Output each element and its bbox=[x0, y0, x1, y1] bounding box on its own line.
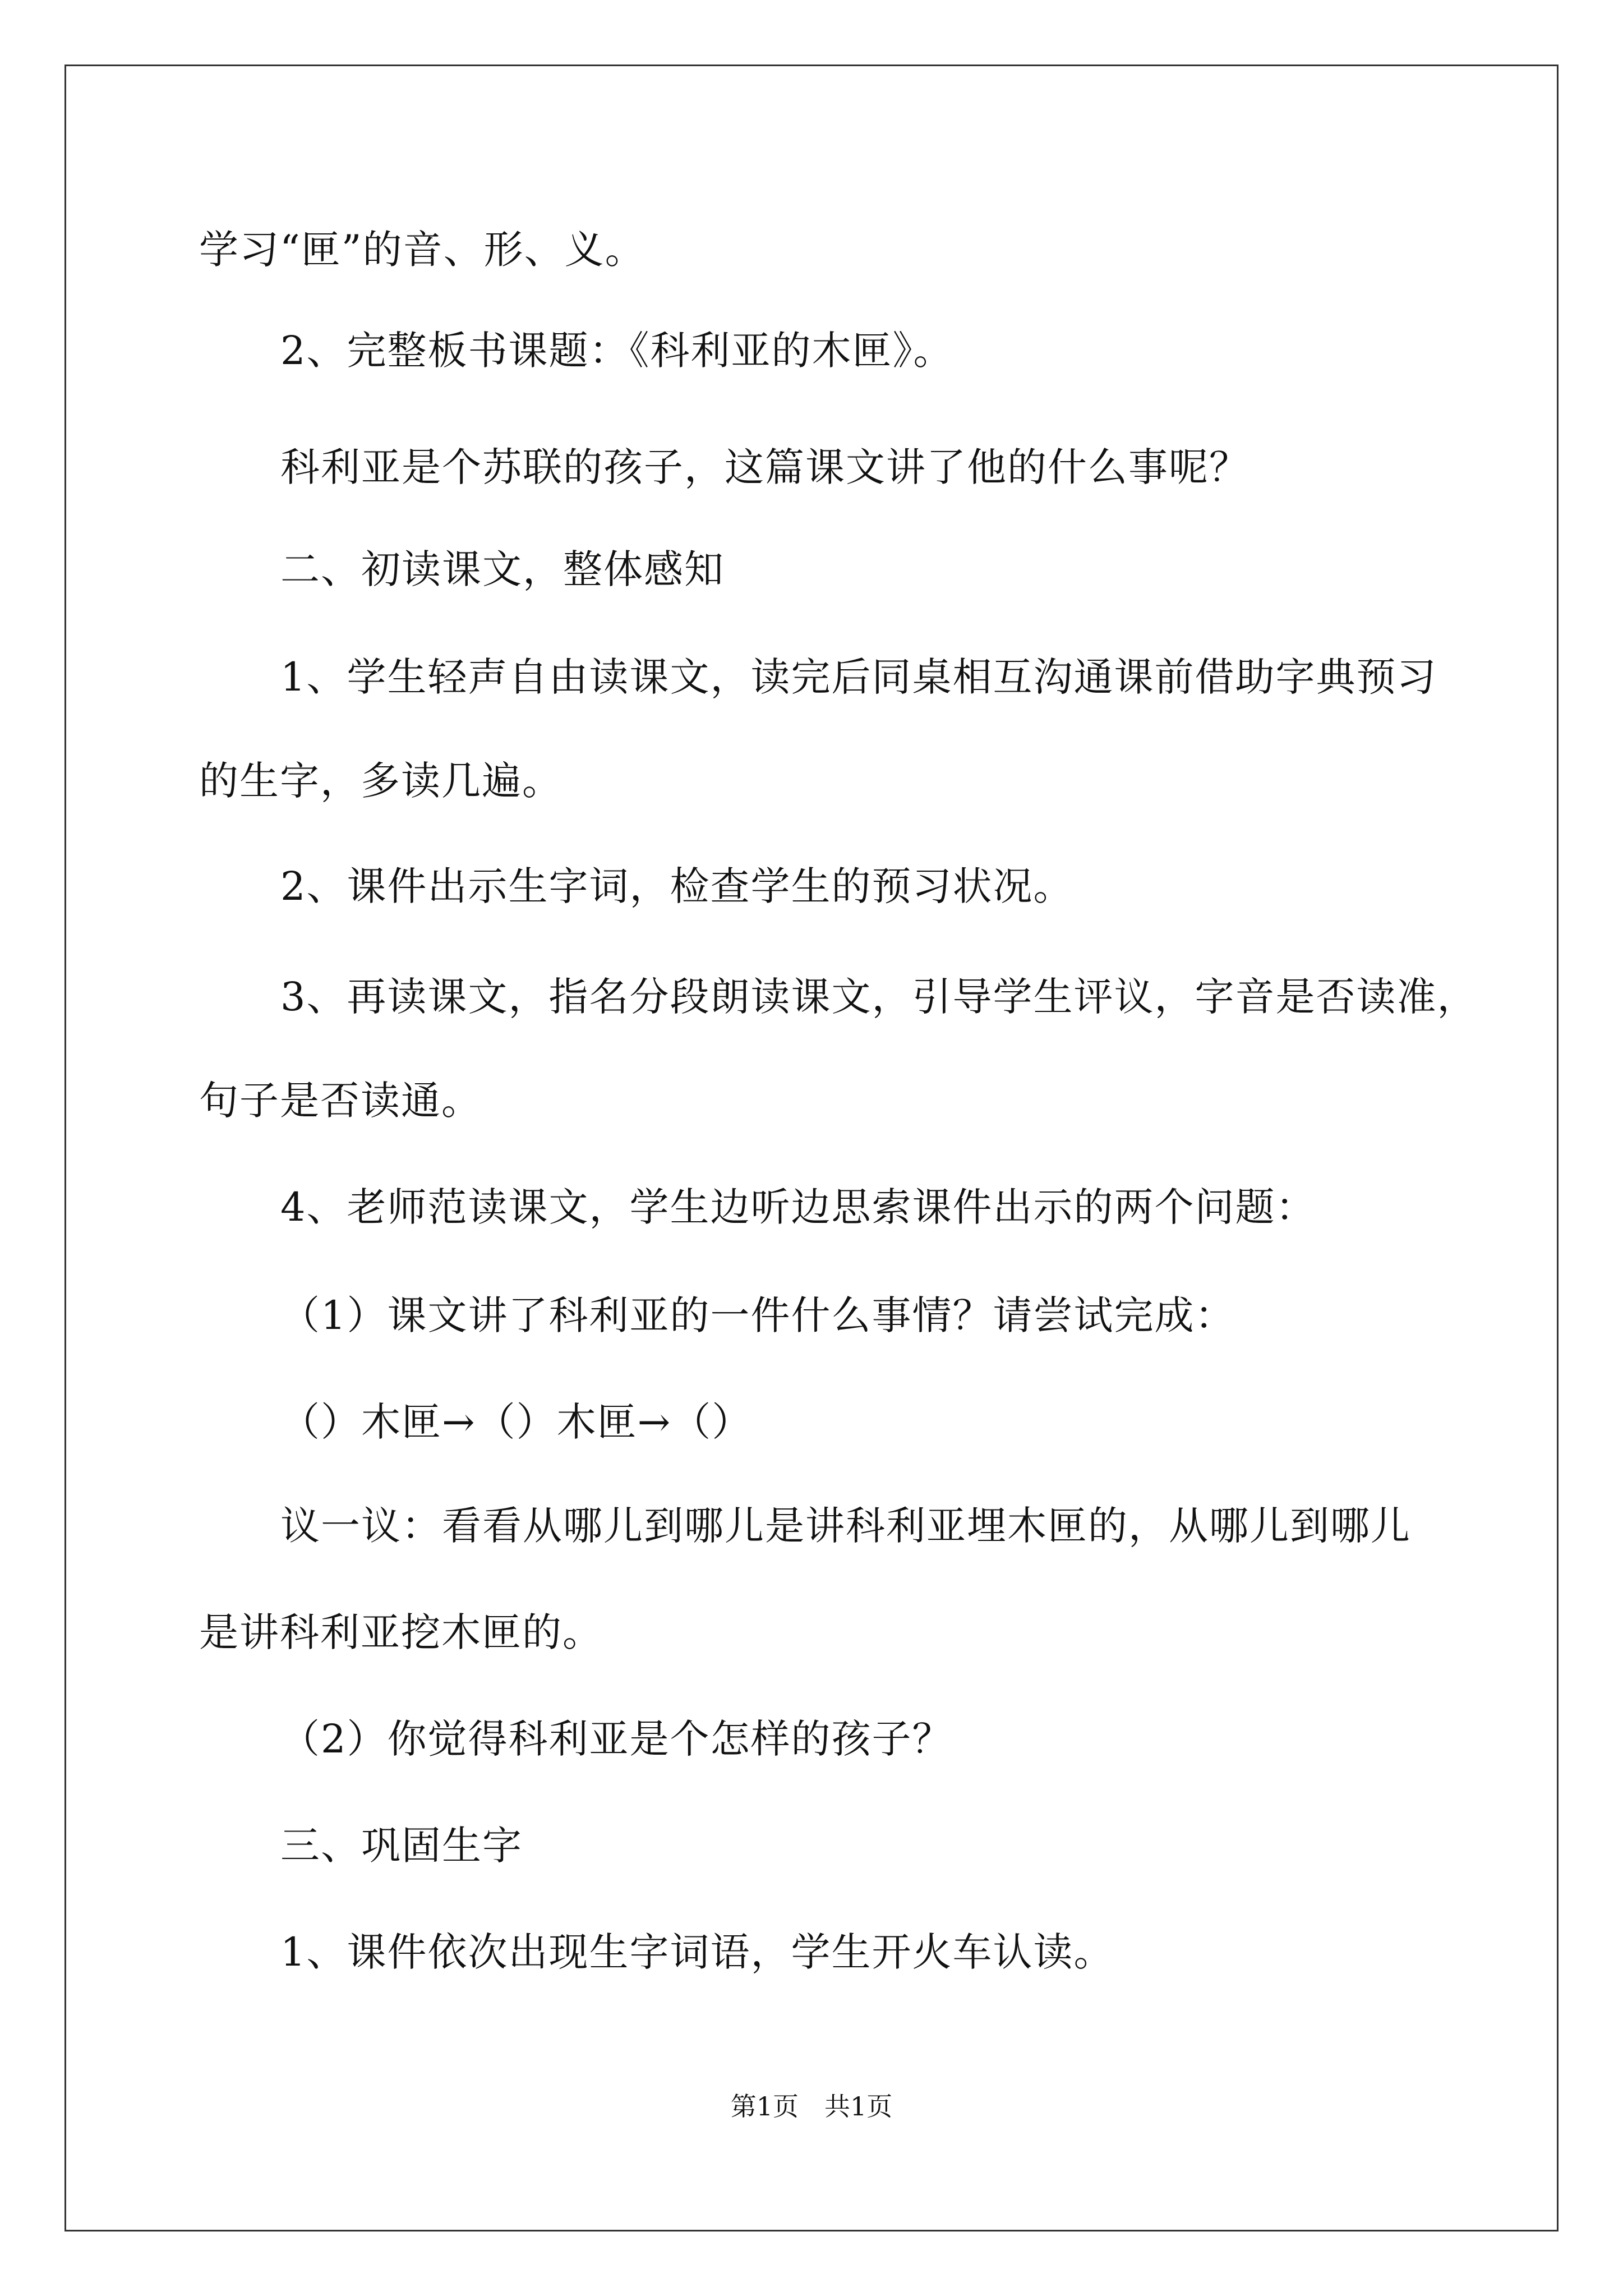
paragraph-line: （）木匣→（）木匣→（） bbox=[280, 1399, 753, 1445]
paragraph-line: 4、老师范读课文，学生边听边思索课件出示的两个问题： bbox=[280, 1184, 1316, 1230]
paragraph-line: 3、再读课文，指名分段朗读课文，引导学生评议，字音是否读准， bbox=[280, 974, 1478, 1020]
paragraph-line: 议一议：看看从哪儿到哪儿是讲科利亚埋木匣的，从哪儿到哪儿 bbox=[280, 1503, 1411, 1549]
paragraph-line: 2、课件出示生字词，检查学生的预习状况。 bbox=[280, 863, 1074, 909]
paragraph-line: 1、学生轻声自由读课文，读完后同桌相互沟通课前借助字典预习 bbox=[280, 654, 1437, 700]
section-heading: 三、巩固生字 bbox=[280, 1823, 523, 1869]
paragraph-line: 科利亚是个苏联的孩子，这篇课文讲了他的什么事呢？ bbox=[280, 444, 1249, 490]
paragraph-line: （2）你觉得科利亚是个怎样的孩子？ bbox=[280, 1716, 953, 1762]
paragraph-line: 的生字，多读几遍。 bbox=[199, 758, 562, 804]
page-number-footer: 第1页 共1页 bbox=[730, 2091, 893, 2122]
paragraph-line: 2、完整板书课题：《科利亚的木匣》。 bbox=[280, 328, 954, 374]
page-border bbox=[64, 65, 1559, 2231]
paragraph-line: 句子是否读通。 bbox=[199, 1078, 482, 1124]
paragraph-line: 是讲科利亚挖木匣的。 bbox=[199, 1609, 603, 1655]
paragraph-line: （1）课文讲了科利亚的一件什么事情？请尝试完成： bbox=[280, 1292, 1235, 1338]
section-heading: 二、初读课文，整体感知 bbox=[280, 546, 725, 592]
paragraph-line: 学习“匣”的音、形、义。 bbox=[199, 227, 645, 273]
paragraph-line: 1、课件依次出现生字词语，学生开火车认读。 bbox=[280, 1929, 1114, 1975]
